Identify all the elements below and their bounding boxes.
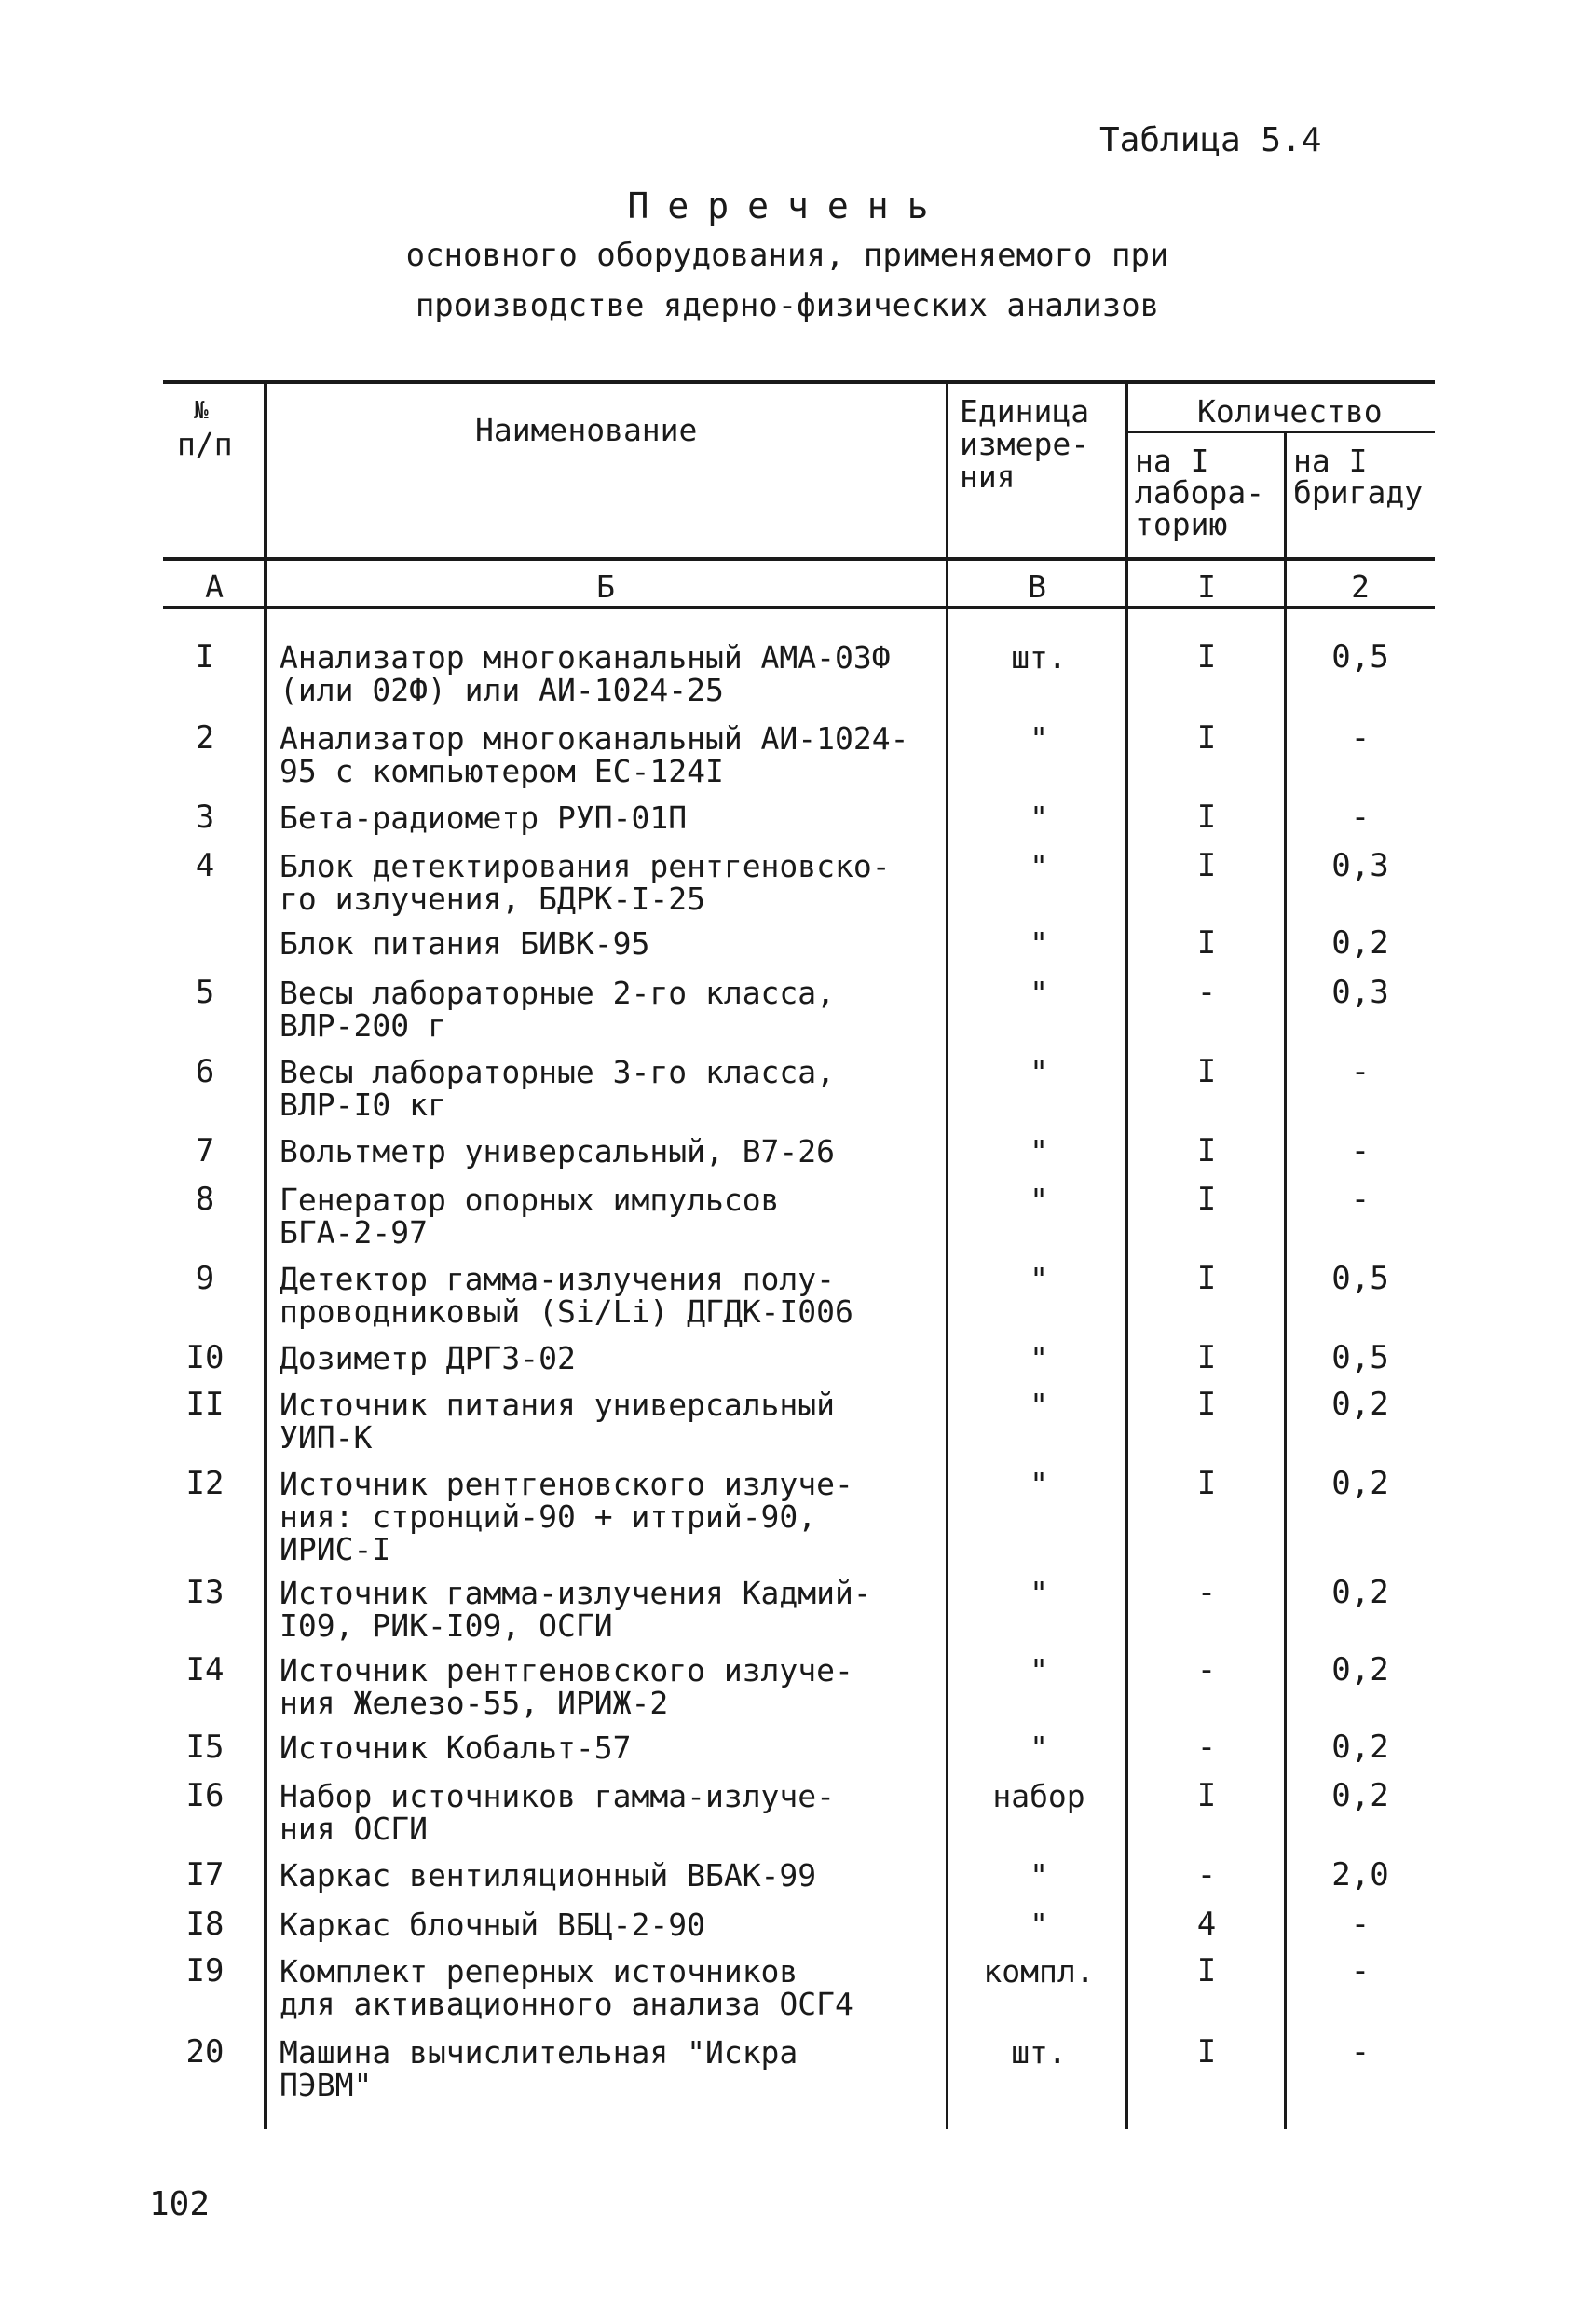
row-unit: "	[1030, 925, 1048, 962]
row-qty-brig: -	[1350, 799, 1371, 836]
row-name: Детектор гамма-излучения полу- проводниковый (Si/Li) ДГДК-I006	[280, 1261, 853, 1330]
qty-header-rule	[1127, 431, 1435, 433]
row-name: Генератор опорных импульсов БГА-2-97	[280, 1182, 780, 1251]
row-qty-lab: I	[1196, 1260, 1217, 1297]
row-qty-brig: -	[1350, 1053, 1371, 1090]
row-name: Вольтметр универсальный, В7-26	[280, 1133, 836, 1169]
row-qty-lab: I	[1196, 1465, 1217, 1502]
row-qty-brig: -	[1350, 2033, 1371, 2071]
row-unit: компл.	[983, 1953, 1095, 1990]
row-name: Весы лабораторные 2-го класса, ВЛР-200 г	[280, 975, 836, 1044]
row-qty-brig: 0,5	[1331, 1339, 1389, 1376]
row-unit: "	[1030, 1907, 1048, 1943]
header-unit-line2: измере-	[960, 426, 1090, 462]
row-number: I0	[185, 1339, 225, 1376]
row-qty-lab: I	[1196, 1952, 1217, 1990]
row-qty-lab: I	[1196, 1777, 1217, 1814]
header-lab-line3: торию	[1135, 506, 1228, 542]
col-letter-b: Б	[596, 568, 615, 605]
row-unit: набор	[992, 1778, 1085, 1814]
row-number: 9	[195, 1260, 215, 1297]
col-rule-num	[264, 382, 267, 2129]
row-qty-lab: -	[1196, 1651, 1217, 1689]
row-qty-brig: 0,2	[1331, 924, 1389, 962]
row-name: Машина вычислительная "Искра ПЭВМ"	[280, 2034, 798, 2103]
document-subtitle-line2: производстве ядерно-физических анализов	[415, 287, 1160, 324]
col-letter-2: 2	[1351, 568, 1370, 605]
row-qty-brig: 0,2	[1331, 1574, 1389, 1611]
row-unit: "	[1030, 1182, 1048, 1218]
page-number: 102	[149, 2185, 211, 2223]
row-number: 4	[195, 847, 215, 884]
col-letter-1: I	[1197, 568, 1216, 605]
row-name: Дозиметр ДРГЗ-02	[280, 1340, 576, 1376]
row-qty-brig: -	[1350, 1952, 1371, 1990]
row-qty-brig: 0,2	[1331, 1386, 1389, 1423]
row-name: Источник гамма-излучения Кадмий- I09, РИК-I09, ОСГИ	[280, 1575, 872, 1644]
row-qty-lab: I	[1196, 847, 1217, 884]
row-qty-brig: 0,5	[1331, 1260, 1389, 1297]
row-name: Каркас блочный ВБЦ-2-90	[280, 1907, 705, 1943]
row-number: 3	[195, 799, 215, 836]
letters-bottom-rule	[163, 606, 1435, 609]
header-lab-line2: лабора-	[1135, 474, 1265, 511]
row-number: I5	[185, 1729, 225, 1766]
row-unit: "	[1030, 1466, 1048, 1502]
row-qty-brig: 0,5	[1331, 638, 1389, 676]
row-qty-lab: I	[1196, 2033, 1217, 2071]
row-unit: "	[1030, 1575, 1048, 1611]
document-title: Перечень	[627, 185, 948, 226]
row-number: 7	[195, 1132, 215, 1169]
row-name: Источник Кобальт-57	[280, 1730, 632, 1766]
row-qty-brig: 0,2	[1331, 1729, 1389, 1766]
row-name: Каркас вентиляционный ВБАК-99	[280, 1857, 817, 1894]
header-num-line1: №	[194, 397, 209, 425]
row-unit: "	[1030, 800, 1048, 836]
row-name: Источник питания универсальный УИП-К	[280, 1387, 836, 1456]
row-qty-lab: -	[1196, 1856, 1217, 1894]
row-name: Бета-радиометр РУП-01П	[280, 800, 688, 836]
header-bottom-rule	[163, 557, 1435, 561]
row-number: I2	[185, 1465, 225, 1502]
row-qty-lab: I	[1196, 1053, 1217, 1090]
row-qty-brig: -	[1350, 1132, 1371, 1169]
row-qty-brig: 0,2	[1331, 1651, 1389, 1689]
header-brig-line2: бригаду	[1293, 474, 1424, 511]
row-qty-lab: I	[1196, 1132, 1217, 1169]
row-qty-lab: -	[1196, 1729, 1217, 1766]
header-name: Наименование	[475, 412, 698, 448]
row-qty-lab: I	[1196, 719, 1217, 757]
header-num-line2: п/п	[177, 426, 233, 462]
row-name: Анализатор многоканальный АМА-03Ф (или 02Ф) или АИ-1024-25	[280, 639, 891, 708]
row-number: I7	[185, 1856, 225, 1894]
row-qty-lab: I	[1196, 1386, 1217, 1423]
row-number: II	[185, 1386, 225, 1423]
row-qty-lab: I	[1196, 1339, 1217, 1376]
row-qty-lab: 4	[1196, 1906, 1217, 1943]
header-unit-line1: Единица	[960, 393, 1090, 430]
row-number: 20	[185, 2033, 225, 2071]
row-name: Анализатор многоканальный АИ-1024- 95 с компьютером ЕС-124I	[280, 720, 909, 789]
row-number: 8	[195, 1181, 215, 1218]
row-name: Комплект реперных источников для активационного анализа ОСГ4	[280, 1953, 853, 2022]
row-unit: "	[1030, 1261, 1048, 1297]
row-qty-lab: I	[1196, 1181, 1217, 1218]
row-number: I	[195, 638, 215, 676]
row-qty-lab: -	[1196, 974, 1217, 1011]
row-qty-brig: 0,2	[1331, 1777, 1389, 1814]
row-unit: "	[1030, 1857, 1048, 1894]
row-qty-brig: 0,2	[1331, 1465, 1389, 1502]
row-qty-lab: I	[1196, 638, 1217, 676]
row-number: I8	[185, 1906, 225, 1943]
row-qty-brig: 2,0	[1331, 1856, 1389, 1894]
header-qty: Количество	[1197, 393, 1383, 430]
document-subtitle-line1: основного оборудования, применяемого при	[405, 237, 1169, 274]
row-unit: "	[1030, 1133, 1048, 1169]
row-qty-brig: -	[1350, 719, 1371, 757]
row-unit: шт.	[1011, 639, 1067, 676]
row-number: I4	[185, 1651, 225, 1689]
row-unit: "	[1030, 848, 1048, 884]
header-unit-line3: ния	[960, 458, 1016, 495]
row-name: Источник рентгеновского излуче- ния Железо-55, ИРИЖ-2	[280, 1652, 853, 1721]
row-unit: "	[1030, 1652, 1048, 1689]
header-brig-line1: на I	[1293, 443, 1368, 479]
row-unit: "	[1030, 1340, 1048, 1376]
row-number: I9	[185, 1952, 225, 1990]
row-name: Источник рентгеновского излуче- ния: стронций-90 + иттрий-90, ИРИС-I	[280, 1466, 853, 1567]
col-letter-v: В	[1028, 568, 1046, 605]
row-number: 6	[195, 1053, 215, 1090]
row-unit: шт.	[1011, 2034, 1067, 2071]
row-unit: "	[1030, 720, 1048, 757]
row-qty-lab: I	[1196, 799, 1217, 836]
row-unit: "	[1030, 1387, 1048, 1423]
table-top-rule	[163, 380, 1435, 384]
row-qty-brig: 0,3	[1331, 847, 1389, 884]
row-qty-brig: -	[1350, 1181, 1371, 1218]
table-label: Таблица 5.4	[1099, 121, 1322, 159]
row-name: Набор источников гамма-излуче- ния ОСГИ	[280, 1778, 836, 1847]
row-name: Блок питания БИВК-95	[280, 925, 650, 962]
row-unit: "	[1030, 975, 1048, 1011]
header-lab-line1: на I	[1135, 443, 1209, 479]
row-qty-brig: -	[1350, 1906, 1371, 1943]
row-number: I6	[185, 1777, 225, 1814]
row-number: I3	[185, 1574, 225, 1611]
row-number: 2	[195, 719, 215, 757]
row-number: 5	[195, 974, 215, 1011]
row-unit: "	[1030, 1730, 1048, 1766]
col-letter-a: А	[205, 568, 224, 605]
row-qty-lab: -	[1196, 1574, 1217, 1611]
row-qty-brig: 0,3	[1331, 974, 1389, 1011]
row-unit: "	[1030, 1054, 1048, 1090]
row-qty-lab: I	[1196, 924, 1217, 962]
row-name: Весы лабораторные 3-го класса, ВЛР-I0 кг	[280, 1054, 836, 1123]
row-name: Блок детектирования рентгеновско- го излучения, БДРК-I-25	[280, 848, 891, 917]
